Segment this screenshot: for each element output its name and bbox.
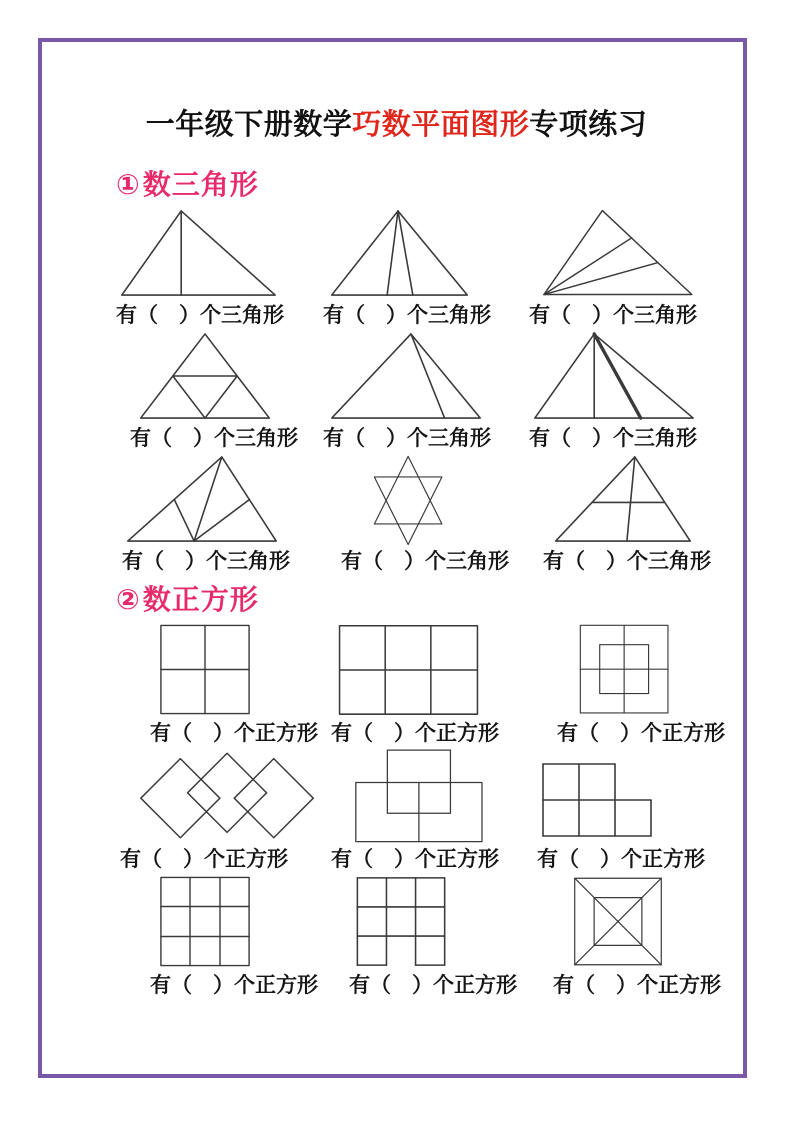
figure-cell (116, 206, 323, 329)
square-figures-row-2 (116, 747, 726, 873)
three-overlapping-diamonds (120, 747, 335, 844)
triangle-figures-row-2 (116, 329, 726, 452)
figure-cell (116, 329, 323, 452)
answer-blank: 有（ ）个三角形 (323, 427, 491, 450)
figure-cell (323, 452, 529, 575)
section-count-squares (116, 583, 726, 999)
answer-blank: 有（ ）个正方形 (557, 722, 725, 745)
square-figures-row-1 (116, 621, 726, 747)
section-count-triangles (116, 168, 726, 575)
title-highlight: 巧数平面图形 (352, 109, 530, 141)
triangle-fan-from-left-vertex (529, 206, 704, 300)
title-prefix: 一年级下册数学 (145, 109, 353, 141)
square-figures-row-3 (116, 873, 726, 999)
section-1-title: 数三角形 (142, 169, 259, 200)
answer-blank: 有（ ）个三角形 (116, 304, 284, 327)
figure-cell (529, 621, 726, 747)
answer-blank: 有（ ）个三角形 (543, 550, 711, 573)
figure-cell (529, 747, 726, 873)
figure-cell (116, 621, 323, 747)
section-2-number: ② (116, 584, 141, 615)
answer-blank: 有（ ）个正方形 (150, 722, 318, 745)
triangle-figures-row-3 (116, 452, 726, 575)
section-2-title: 数正方形 (142, 584, 259, 615)
triangle-midline-and-cevian (543, 452, 693, 546)
two-squares-with-overlapping-top-square (331, 747, 506, 844)
figure-cell (323, 747, 529, 873)
square-cross-with-inner-square (557, 621, 692, 718)
answer-blank: 有（ ）个三角形 (529, 427, 697, 450)
answer-blank: 有（ ）个正方形 (120, 848, 288, 871)
answer-blank: 有（ ）个正方形 (331, 848, 499, 871)
title-suffix: 专项练习 (529, 109, 648, 141)
answer-blank: 有（ ）个正方形 (349, 974, 517, 997)
answer-blank: 有（ ）个三角形 (122, 550, 290, 573)
figure-cell (529, 873, 726, 999)
answer-blank: 有（ ）个三角形 (130, 427, 298, 450)
section-2-heading (116, 583, 726, 621)
l-shape-of-five-squares (537, 759, 662, 844)
figure-cell (323, 206, 529, 329)
page-title (0, 102, 793, 143)
figure-cell (323, 873, 529, 999)
figure-cell (529, 206, 726, 329)
triangle-midpoint-subdivision (130, 329, 280, 423)
triangle-two-cevians-from-apex (323, 206, 473, 300)
square-grid-2x2 (150, 621, 260, 718)
answer-blank: 有（ ）个三角形 (529, 304, 697, 327)
worksheet-content (116, 168, 726, 999)
figure-cell (529, 329, 726, 452)
triangle-figures-row-1 (116, 206, 726, 329)
square-with-diagonals-and-inscribed-square (553, 873, 683, 970)
figure-cell (116, 452, 323, 575)
answer-blank: 有（ ）个三角形 (323, 304, 491, 327)
triangle-one-cevian (323, 329, 488, 423)
square-grid-3x3 (150, 873, 260, 970)
answer-blank: 有（ ）个正方形 (331, 722, 499, 745)
answer-blank: 有（ ）个正方形 (553, 974, 721, 997)
section-1-heading (116, 168, 726, 206)
figure-cell (116, 747, 323, 873)
triangle-altitude-and-bold-cevian (529, 329, 699, 423)
six-pointed-star (341, 452, 476, 546)
triangle-with-altitude (116, 206, 281, 300)
figure-cell (529, 452, 726, 575)
figure-cell (323, 329, 529, 452)
figure-cell (323, 621, 529, 747)
section-1-number: ① (116, 169, 141, 200)
figure-cell (116, 873, 323, 999)
answer-blank: 有（ ）个三角形 (341, 550, 509, 573)
answer-blank: 有（ ）个正方形 (537, 848, 705, 871)
triangle-fan-from-base-point (122, 452, 282, 546)
answer-blank: 有（ ）个正方形 (150, 974, 318, 997)
rectangle-grid-2x3 (331, 621, 486, 718)
grid-3x2-with-two-hanging-squares (349, 873, 454, 970)
